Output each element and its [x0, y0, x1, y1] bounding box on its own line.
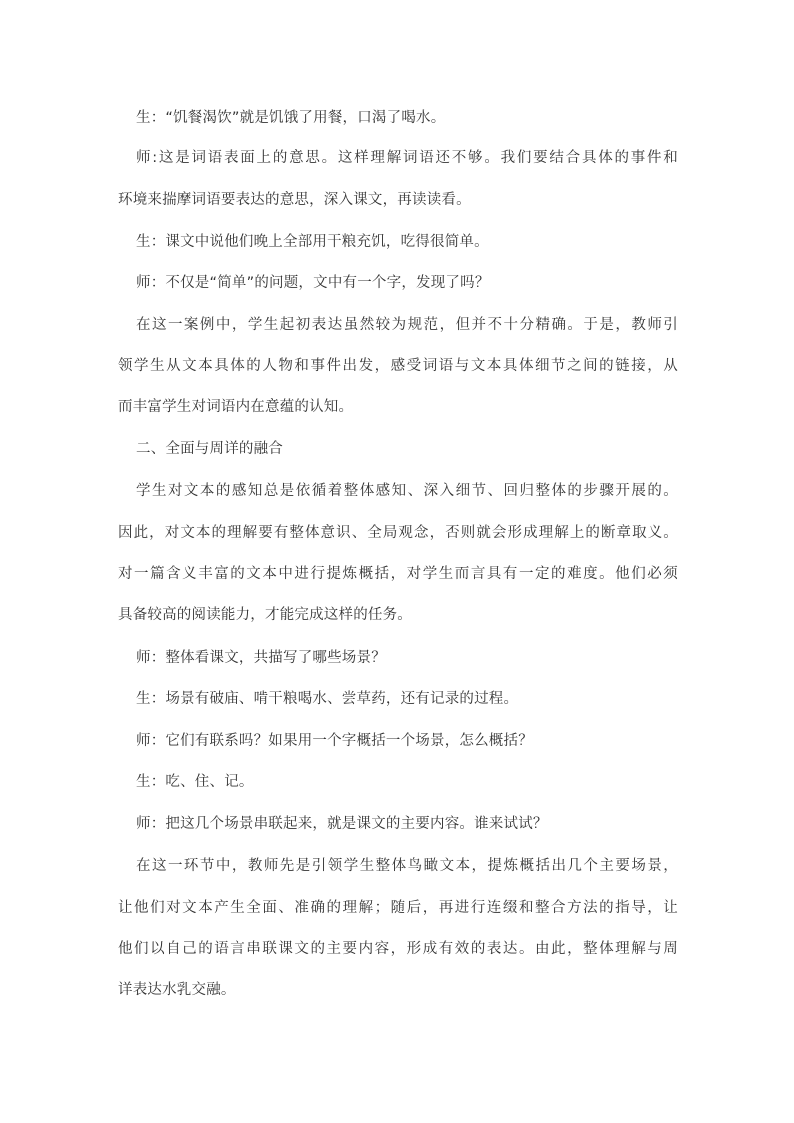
dialogue-student-2: 生：课文中说他们晚上全部用干粮充饥，吃得很简单。: [136, 234, 489, 250]
paragraph-3-line-3: 他们以自己的语言串联课文的主要内容，形成有效的表达。由此，整体理解与周: [118, 941, 678, 957]
dialogue-teacher-1-line-1: 师:这是词语表面上的意思。这样理解词语还不够。我们要结合具体的事件和: [136, 150, 678, 166]
section-heading: 二、全面与周详的融合: [136, 441, 283, 457]
paragraph-2-line-2: 因此，对文本的理解要有整体意识、全局观念，否则就会形成理解上的断章取义。: [118, 525, 678, 541]
dialogue-teacher-1-line-2: 环境来揣摩词语要表达的意思，深入课文，再读读看。: [118, 192, 471, 208]
dialogue-teacher-2: 师：不仅是“简单”的问题，文中有一个字，发现了吗？: [136, 275, 490, 291]
dialogue-teacher-3: 师：整体看课文，共描写了哪些场景？: [136, 650, 386, 666]
dialogue-student-1: 生：“饥餐渴饮”就是饥饿了用餐，口渴了喝水。: [136, 110, 446, 126]
paragraph-1-line-1: 在这一案例中，学生起初表达虽然较为规范，但并不十分精确。于是，教师引: [136, 317, 678, 333]
paragraph-3-line-4: 详表达水乳交融。: [118, 982, 236, 998]
paragraph-3-line-1: 在这一环节中，教师先是引领学生整体鸟瞰文本，提炼概括出几个主要场景，: [136, 858, 678, 874]
dialogue-teacher-4: 师：它们有联系吗？如果用一个字概括一个场景，怎么概括？: [136, 733, 533, 749]
dialogue-student-3: 生：场景有破庙、啃干粮喝水、尝草药，还有记录的过程。: [136, 691, 519, 707]
paragraph-3-line-2: 让他们对文本产生全面、准确的理解；随后，再进行连缀和整合方法的指导，让: [118, 900, 678, 916]
dialogue-student-4: 生：吃、住、记。: [136, 774, 254, 790]
dialogue-teacher-5: 师：把这几个场景串联起来，就是课文的主要内容。谁来试试？: [136, 816, 548, 832]
paragraph-1-line-3: 而丰富学生对词语内在意蕴的认知。: [118, 399, 354, 415]
paragraph-2-line-1: 学生对文本的感知总是依循着整体感知、深入细节、回归整体的步骤开展的。: [136, 483, 678, 499]
paragraph-2-line-4: 具备较高的阅读能力，才能完成这样的任务。: [118, 607, 412, 623]
paragraph-1-line-2: 领学生从文本具体的人物和事件出发，感受词语与文本具体细节之间的链接，从: [118, 358, 678, 374]
paragraph-2-line-3: 对一篇含义丰富的文本中进行提炼概括，对学生而言具有一定的难度。他们必须: [118, 566, 678, 582]
